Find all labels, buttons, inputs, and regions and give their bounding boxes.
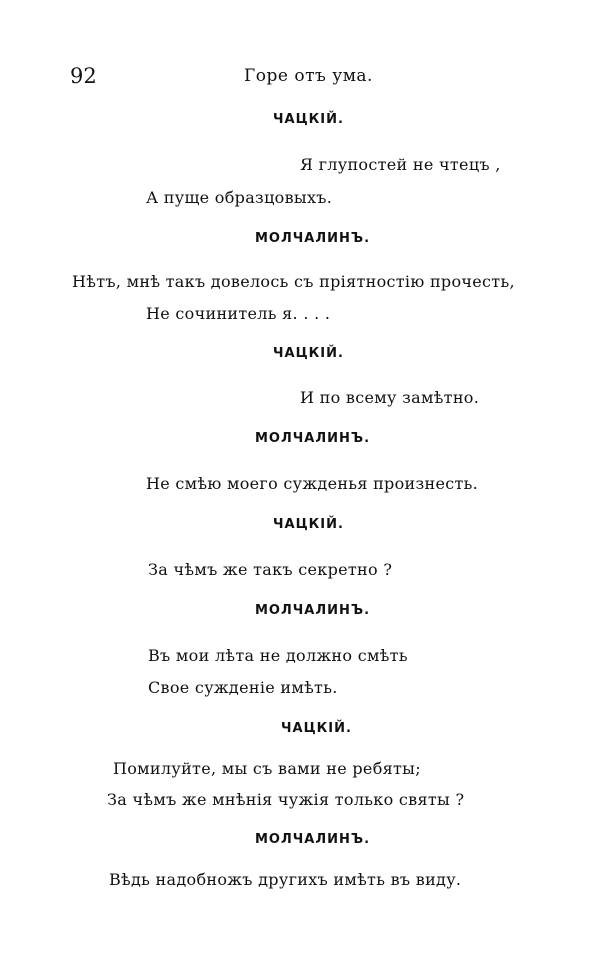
verse-line: Не сочинитель я. . . . bbox=[146, 304, 331, 323]
page-number: 92 bbox=[70, 64, 97, 88]
verse-line: И по всему замѣтно. bbox=[300, 388, 480, 407]
speaker-name: ЧАЦКІЙ. bbox=[281, 721, 352, 736]
verse-line: Помилуйте, мы съ вами не ребяты; bbox=[113, 759, 421, 778]
speaker-name: МОЛЧАЛИНЪ. bbox=[255, 431, 371, 446]
verse-line: Свое сужденіе имѣть. bbox=[148, 678, 338, 697]
verse-line: За чѣмъ же мнѣнія чужія только святы ? bbox=[107, 790, 465, 809]
speaker-name: МОЛЧАЛИНЪ. bbox=[255, 603, 371, 618]
speaker-name: МОЛЧАЛИНЪ. bbox=[255, 832, 371, 847]
verse-line: За чѣмъ же такъ секретно ? bbox=[148, 560, 393, 579]
running-head-title: Горе отъ ума. bbox=[244, 66, 373, 86]
speaker-name: МОЛЧАЛИНЪ. bbox=[255, 231, 371, 246]
speaker-name: ЧАЦКІЙ. bbox=[273, 112, 344, 127]
verse-line: А пуще образцовыхъ. bbox=[146, 188, 333, 207]
speaker-name: ЧАЦКІЙ. bbox=[273, 517, 344, 532]
verse-line: Я глупостей не чтецъ , bbox=[300, 155, 501, 174]
speaker-name: ЧАЦКІЙ. bbox=[273, 346, 344, 361]
verse-line: Нѣтъ, мнѣ такъ довелось съ пріятностію прочесть, bbox=[72, 272, 515, 291]
verse-line: Вѣдь надобножъ другихъ имѣть въ виду. bbox=[109, 870, 462, 889]
verse-line: Въ мои лѣта не должно смѣть bbox=[148, 646, 408, 665]
verse-line: Не смѣю моего сужденья произнесть. bbox=[146, 474, 479, 493]
